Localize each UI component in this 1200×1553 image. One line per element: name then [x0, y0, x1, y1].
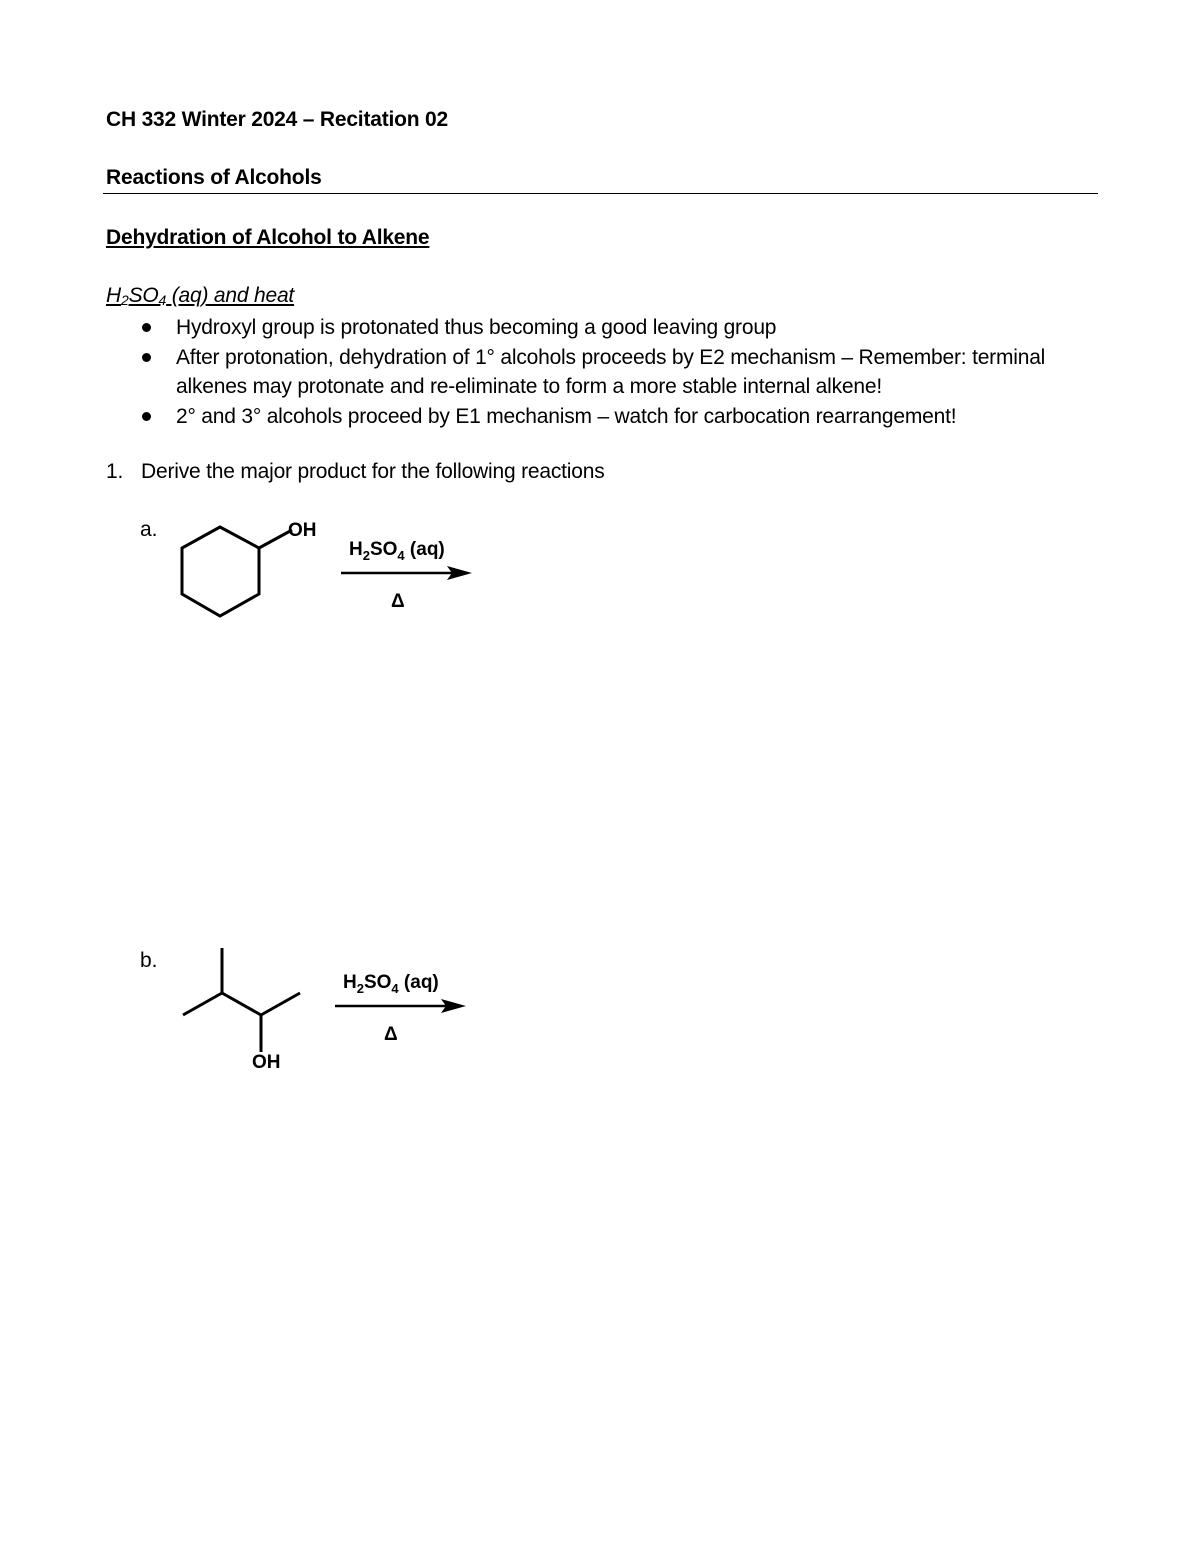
bullet-list — [140, 313, 1110, 431]
page-subtitle: Reactions of Alcohols — [106, 166, 322, 189]
bullet-dot-icon — [142, 412, 151, 421]
bullet-dot-icon — [142, 323, 151, 332]
bullet-item — [140, 343, 1110, 402]
page-title: CH 332 Winter 2024 – Recitation 02 — [106, 108, 448, 131]
bullet-text: After protonation, dehydration of 1° alcohols proceeds by E2 mechanism – Remember: terminal alkenes may protonate and re-eliminate to form a more stable internal alkene! — [176, 345, 1046, 398]
question-text: Derive the major product for the following reactions — [141, 460, 605, 483]
question-1 — [106, 460, 605, 484]
bullet-text: 2° and 3° alcohols proceed by E1 mechanism – watch for carbocation rearrangement! — [176, 404, 957, 428]
reaction-conditions — [106, 284, 294, 308]
cyclohexanol-structure — [182, 527, 292, 616]
conditions-sub1: 2 — [120, 292, 129, 308]
bond-left — [183, 993, 222, 1015]
bullet-text: Hydroxyl group is protonated thus becoming a good leaving group — [176, 316, 777, 339]
bond-center — [222, 993, 261, 1015]
conditions-prefix: H — [106, 284, 121, 307]
question-number: 1. — [106, 460, 124, 483]
bullet-item — [140, 313, 1110, 343]
reaction-b-label: b. — [140, 949, 158, 972]
section-heading: Dehydration of Alcohol to Alkene — [106, 226, 430, 249]
methylbutanol-structure — [183, 948, 300, 1052]
reagent-label-b: $H_2SO_4$ (aq) — [343, 972, 439, 996]
heat-label-b: Δ — [384, 1024, 398, 1045]
heat-label-a: Δ — [391, 591, 405, 612]
conditions-sub2: 4 — [158, 292, 167, 308]
cyclohexane-ring — [182, 527, 259, 616]
hydroxyl-label-b: OH — [252, 1052, 281, 1073]
bullet-dot-icon — [142, 353, 151, 362]
reaction-b-scheme — [170, 940, 490, 1080]
hydroxyl-label-a: OH — [288, 520, 317, 541]
bullet-item — [140, 402, 1110, 432]
reagent-label-a: $H_2SO_4$ (aq) — [349, 539, 445, 563]
header-divider — [103, 193, 1098, 194]
reaction-a-scheme — [170, 510, 490, 630]
conditions-suffix: (aq) and heat — [166, 284, 295, 307]
conditions-mid: SO — [128, 284, 159, 307]
bond-right — [261, 993, 300, 1015]
reaction-a-label: a. — [140, 518, 158, 541]
